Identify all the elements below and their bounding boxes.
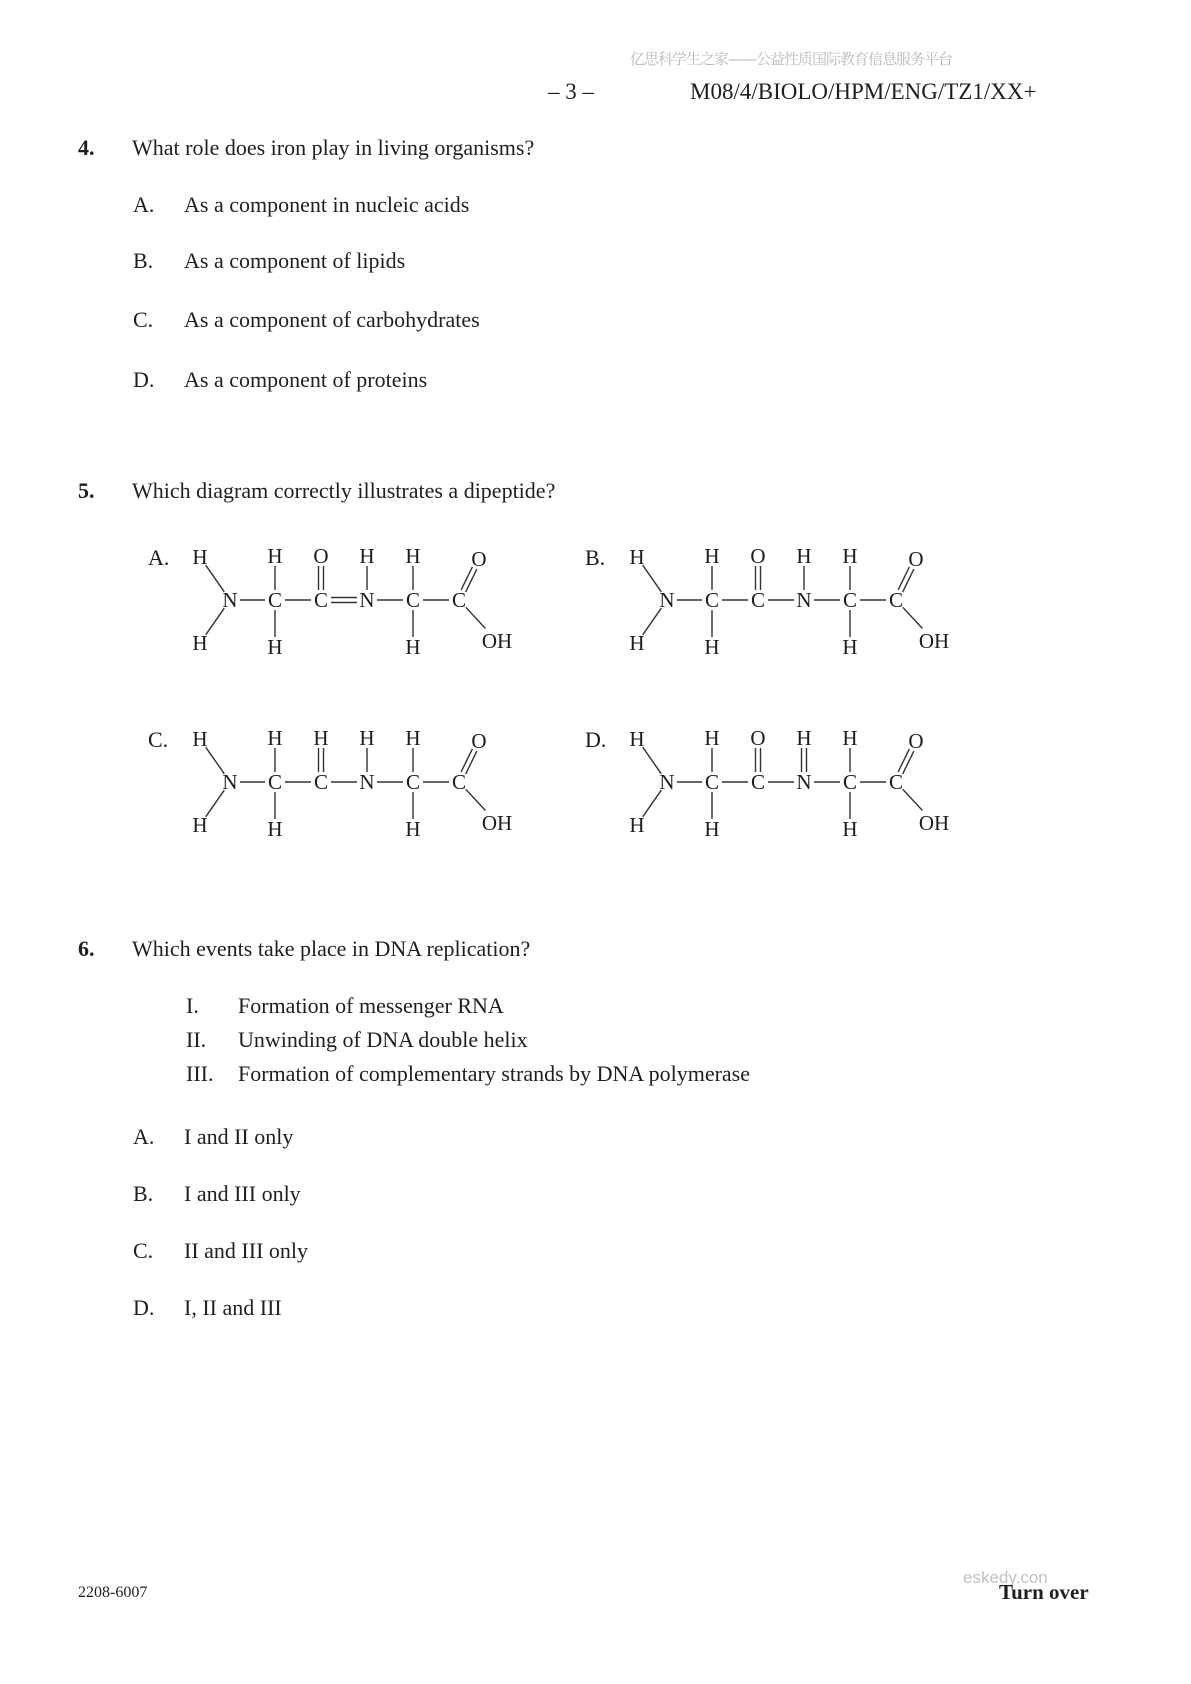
svg-text:H: H xyxy=(405,635,421,659)
svg-text:C: C xyxy=(888,588,904,612)
svg-text:O: O xyxy=(750,544,766,568)
q6-statement-numeral: III. xyxy=(186,1061,214,1086)
svg-text:H: H xyxy=(192,545,208,569)
q6-statement-text: Unwinding of DNA double helix xyxy=(238,1027,528,1052)
svg-text:C: C xyxy=(842,770,858,794)
svg-text:A.: A. xyxy=(148,545,170,570)
svg-text:H: H xyxy=(629,727,645,751)
svg-text:H: H xyxy=(405,544,421,568)
q6-statement-text: Formation of complementary strands by DNA polymerase xyxy=(238,1061,751,1086)
svg-text:H: H xyxy=(192,727,208,751)
svg-text:C: C xyxy=(451,588,467,612)
q4-option-text: As a component in nucleic acids xyxy=(184,192,470,217)
svg-text:H: H xyxy=(267,817,283,841)
svg-text:O: O xyxy=(471,547,487,571)
svg-text:H: H xyxy=(629,631,645,655)
svg-text:O: O xyxy=(471,729,487,753)
svg-text:OH: OH xyxy=(481,629,513,653)
svg-text:H: H xyxy=(704,817,720,841)
svg-text:C: C xyxy=(451,770,467,794)
q6-number: 6. xyxy=(78,936,95,961)
svg-text:H: H xyxy=(629,813,645,837)
svg-text:H: H xyxy=(704,544,720,568)
svg-text:OH: OH xyxy=(918,629,950,653)
svg-text:H: H xyxy=(704,635,720,659)
q6-text: Which events take place in DNA replication? xyxy=(132,936,531,961)
q6-option-text: II and III only xyxy=(184,1238,309,1263)
q4-text: What role does iron play in living organisms? xyxy=(132,135,535,160)
svg-text:O: O xyxy=(908,547,924,571)
q4-number: 4. xyxy=(78,135,95,160)
svg-text:N: N xyxy=(796,588,812,612)
paper-code: M08/4/BIOLO/HPM/ENG/TZ1/XX+ xyxy=(690,79,1037,104)
q6-option-letter: D. xyxy=(133,1295,155,1320)
q6-option-text: I and III only xyxy=(184,1181,301,1206)
svg-text:C: C xyxy=(750,770,766,794)
q6-option-letter: A. xyxy=(133,1124,155,1149)
svg-text:C.: C. xyxy=(148,727,169,752)
svg-text:N: N xyxy=(659,588,675,612)
svg-text:H: H xyxy=(405,817,421,841)
dipeptide-diagram-b xyxy=(577,535,962,667)
q4-option-letter: B. xyxy=(133,248,154,273)
turn-over-label: Turn over xyxy=(999,1580,1089,1604)
q5-number: 5. xyxy=(78,478,95,503)
q6-statement-numeral: I. xyxy=(186,993,199,1018)
svg-text:C: C xyxy=(313,588,329,612)
q6-statement-numeral: II. xyxy=(186,1027,207,1052)
svg-text:H: H xyxy=(267,726,283,750)
q6-statement-text: Formation of messenger RNA xyxy=(238,993,504,1018)
svg-text:H: H xyxy=(796,726,812,750)
dipeptide-diagram-d xyxy=(577,717,962,849)
svg-text:H: H xyxy=(192,813,208,837)
svg-text:N: N xyxy=(222,770,238,794)
header-watermark: 亿思科学生之家——公益性质国际教育信息服务平台 xyxy=(630,50,953,68)
svg-text:N: N xyxy=(796,770,812,794)
svg-text:H: H xyxy=(842,726,858,750)
svg-text:C: C xyxy=(405,770,421,794)
svg-text:H: H xyxy=(842,544,858,568)
svg-text:C: C xyxy=(267,588,283,612)
svg-text:N: N xyxy=(222,588,238,612)
q6-option-letter: B. xyxy=(133,1181,154,1206)
svg-text:C: C xyxy=(267,770,283,794)
q4-option-letter: A. xyxy=(133,192,155,217)
dipeptide-diagram-c xyxy=(140,717,525,849)
q4-option-letter: C. xyxy=(133,307,154,332)
svg-text:C: C xyxy=(842,588,858,612)
svg-text:H: H xyxy=(359,544,375,568)
q4-option-text: As a component of lipids xyxy=(184,248,406,273)
svg-text:C: C xyxy=(704,588,720,612)
svg-text:H: H xyxy=(842,635,858,659)
svg-text:D.: D. xyxy=(585,727,607,752)
q4-option-text: As a component of carbohydrates xyxy=(184,307,480,332)
q4-option-text: As a component of proteins xyxy=(184,367,428,392)
svg-text:H: H xyxy=(267,544,283,568)
svg-text:O: O xyxy=(313,544,329,568)
q6-option-text: I, II and III xyxy=(184,1295,282,1320)
page-number: – 3 – xyxy=(548,79,594,104)
svg-text:N: N xyxy=(359,770,375,794)
svg-text:C: C xyxy=(405,588,421,612)
document-code: 2208-6007 xyxy=(78,1584,148,1601)
svg-text:H: H xyxy=(629,545,645,569)
svg-text:H: H xyxy=(359,726,375,750)
svg-text:H: H xyxy=(313,726,329,750)
svg-text:OH: OH xyxy=(481,811,513,835)
q6-option-text: I and II only xyxy=(184,1124,294,1149)
svg-text:OH: OH xyxy=(918,811,950,835)
svg-text:O: O xyxy=(750,726,766,750)
svg-text:C: C xyxy=(888,770,904,794)
q6-option-letter: C. xyxy=(133,1238,154,1263)
svg-text:H: H xyxy=(796,544,812,568)
svg-text:H: H xyxy=(704,726,720,750)
svg-text:N: N xyxy=(659,770,675,794)
footer-watermark: eskedy.con xyxy=(963,1568,1048,1587)
q5-text: Which diagram correctly illustrates a dipeptide? xyxy=(132,478,556,503)
svg-text:C: C xyxy=(750,588,766,612)
dipeptide-diagram-a xyxy=(140,535,525,667)
svg-text:H: H xyxy=(405,726,421,750)
svg-text:B.: B. xyxy=(585,545,606,570)
svg-text:O: O xyxy=(908,729,924,753)
svg-text:H: H xyxy=(192,631,208,655)
svg-text:N: N xyxy=(359,588,375,612)
q4-option-letter: D. xyxy=(133,367,155,392)
svg-text:C: C xyxy=(704,770,720,794)
svg-text:H: H xyxy=(267,635,283,659)
svg-text:H: H xyxy=(842,817,858,841)
svg-text:C: C xyxy=(313,770,329,794)
